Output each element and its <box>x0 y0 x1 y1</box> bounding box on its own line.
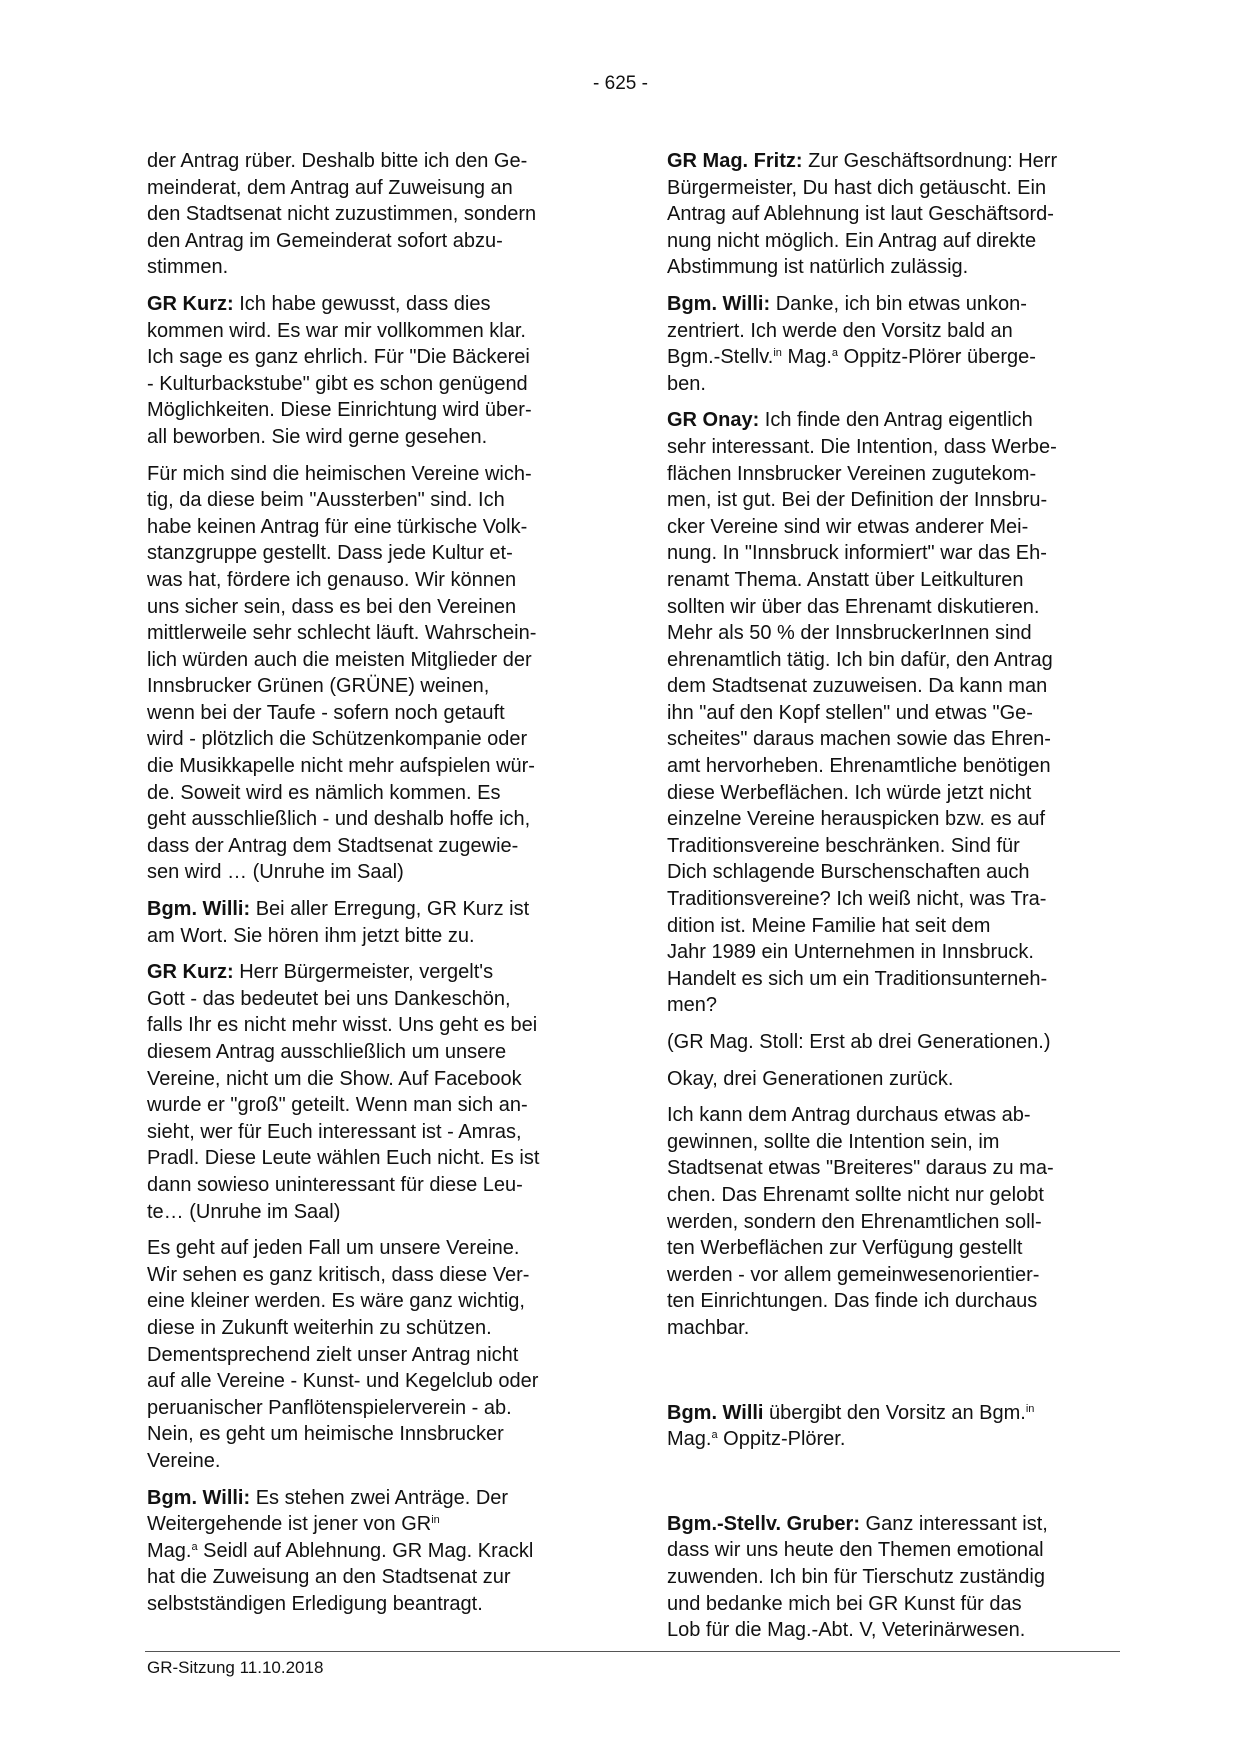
paragraph: Ich kann dem Antrag durchaus etwas ab- gewinnen, sollte die Intention sein, im Stadtsenat etwas "Breiteres" daraus zu ma- chen. Das Ehrenamt sollte nicht nur gelobt werden, sondern den Ehrenamtlichen soll- ten Werbeflächen zur Verfügung gestellt werden - vor allem gemeinwesenorientier- ten Einrichtungen. Das finde ich durchaus machbar. <box>667 1104 1054 1339</box>
paragraph: der Antrag rüber. Deshalb bitte ich den Ge- meinderat, dem Antrag auf Zuweisung an den Stadtsenat nicht zuzustimmen, sondern den Antrag im Gemeinderat sofort abzu- stimmen. <box>147 150 537 279</box>
speech-text: Ganz interessant ist, dass wir uns heute den Themen emotional zuwenden. Ich bin für Tierschutz zuständig und bedanke mich bei GR Kunst für das Lob für die Mag.-Abt. V, Veterinärwesen. <box>667 1512 1048 1642</box>
chair-handover-note <box>667 1400 1122 1453</box>
page-number: - 625 - <box>593 73 648 94</box>
speech-text: Zur Geschäftsordnung: Herr Bürgermeister, Du hast dich getäuscht. Ein Antrag auf Ablehnung ist laut Geschäftsord- nung nicht möglich. Ein Antrag auf direkte Abstimmung ist natürlich zulässig. <box>667 150 1058 279</box>
speaker-name: GR Kurz: <box>147 292 234 315</box>
footer-session-date: GR-Sitzung 11.10.2018 <box>147 1658 324 1677</box>
paragraph <box>667 1511 1122 1644</box>
speech-text: Ich habe gewusst, dass dies kommen wird. Es war mir vollkommen klar. Ich sage es ganz ehrlich. Für "Die Bäckerei - Kulturbackstube" gibt es schon genügend Möglichkeiten. Diese Einrichtung wird über- all beworben. Sie wird gerne gesehen. <box>147 292 532 448</box>
speaker-name: Bgm. Willi: <box>147 1486 251 1509</box>
speech-text: Herr Bürgermeister, vergelt's Gott - das bedeutet bei uns Dankeschön, falls Ihr es nicht mehr wisst. Uns geht es bei diesem Antrag ausschließlich um unsere Vereine, nicht um die Show. Auf Facebook wurde er "groß" geteilt. Wenn man sich an- sieht, wer für Euch interessant ist - Amras, Pradl. Diese Leute wählen Euch nicht. Es ist dann sowieso uninteressant für diese Leu- te… (Unruhe im Saal) <box>147 961 540 1223</box>
paragraph: Okay, drei Generationen zurück. <box>667 1067 954 1090</box>
speech-text: Mag. <box>781 346 832 369</box>
speech-text: übergibt den Vorsitz an Bgm. <box>763 1401 1026 1424</box>
speaker-name: GR Kurz: <box>147 961 234 984</box>
paragraph <box>147 291 602 451</box>
speech-text: Bei aller Erregung, GR Kurz ist am Wort. Sie hören ihm jetzt bitte zu. <box>147 898 530 947</box>
paragraph <box>147 1485 602 1618</box>
speaker-name: GR Mag. Fritz: <box>667 150 803 172</box>
paragraph: Für mich sind die heimischen Vereine wich- tig, da diese beim "Aussterben" sind. Ich habe keinen Antrag für eine türkische Volk- stanzgruppe gestellt. Dass jede Kultur et- was hat, fördere ich genauso. Wir können uns sicher sein, dass es bei den Vereinen mittlerweile sehr schlecht läuft. Wahrschein- lich würden auch die meisten Mitglieder der Innsbrucker Grünen (GRÜNE) weinen, wenn bei der Taufe - sofern noch getauft wird - plötzlich die Schützenkompanie oder die Musikkapelle nicht mehr aufspielen wür- de. Soweit wird es nämlich kommen. Es geht ausschließlich - und deshalb hoffe ich, dass der Antrag dem Stadtsenat zugewie- sen wird … (Unruhe im Saal) <box>147 462 537 884</box>
paragraph <box>147 896 602 949</box>
superscript: in <box>1025 1402 1035 1415</box>
paragraph <box>667 148 1122 281</box>
speaker-name: Bgm. Willi: <box>667 292 771 315</box>
superscript: a <box>831 347 839 360</box>
superscript: a <box>711 1429 718 1442</box>
paragraph <box>667 291 1122 397</box>
paragraph: Es geht auf jeden Fall um unsere Vereine. Wir sehen es ganz kritisch, dass diese Ver- eine kleiner werden. Es wäre ganz wichtig, diese in Zukunft weiterhin zu schützen. Dementsprechend zielt unser Antrag nicht auf alle Vereine - Kunst- und Kegelclub oder peruanischer Panflötenspielerverein - ab. Nein, es geht um heimische Innsbrucker Vereine. <box>147 1237 539 1472</box>
speaker-name: Bgm.-Stellv. Gruber: <box>667 1512 860 1535</box>
speech-text: Mag. <box>667 1428 712 1451</box>
speaker-name: Bgm. Willi <box>667 1401 764 1424</box>
right-column <box>667 148 1122 1654</box>
speech-text: Ich finde den Antrag eigentlich sehr interessant. Die Intention, dass Werbe- flächen Innsbrucker Vereinen zugutekom- men, ist gut. Bei der Definition der Innsbru- cker Vereine sind wir etwas anderer Mei- nung. In "Innsbruck informiert" war das Eh- renamt Thema. Anstatt über Leitkulturen sollten wir über das Ehrenamt diskutieren. Mehr als 50 % der InnsbruckerInnen sind ehrenamtlich tätig. Ich bin dafür, den Antrag dem Stadtsenat zuzuweisen. Da kann man ihn "auf den Kopf stellen" und etwas "Ge- scheites" daraus machen sowie das Ehren- amt hervorheben. Ehrenamtliche benötigen diese Werbeflächen. Ich würde jetzt nicht einzelne Vereine herauspicken bzw. es auf Traditionsvereine beschränken. Sind für Dich schlagende Burschenschaften auch Traditionsvereine? Ich weiß nicht, was Tra- dition ist. Meine Familie hat seit dem Jahr 1989 ein Unternehmen in Innsbruck. Handelt es sich um ein Traditionsunterneh- men? <box>667 409 1057 1017</box>
interjection: (GR Mag. Stoll: Erst ab drei Generationen.) <box>667 1031 1051 1053</box>
speaker-name: GR Onay: <box>667 409 760 432</box>
superscript: in <box>773 347 782 360</box>
speech-text: Oppitz-Plörer. <box>717 1428 846 1451</box>
speech-text: Danke, ich bin etwas unkon- zentriert. Ich werde den Vorsitz bald an Bgm.-Stellv. <box>667 292 1027 369</box>
paragraph <box>667 407 1122 1019</box>
speech-text: Seidl auf Ablehnung. GR Mag. Krackl hat die Zuweisung an den Stadtsenat zur selbstständigen Erledigung beantragt. <box>147 1539 534 1615</box>
speech-text: Oppitz-Plörer überge- ben. <box>667 346 1036 395</box>
speech-text: Mag. <box>147 1539 192 1562</box>
paragraph <box>147 959 602 1225</box>
footer-divider <box>145 1651 1120 1652</box>
speech-text: Es stehen zwei Anträge. Der Weitergehende ist jener von GR <box>147 1486 509 1536</box>
superscript: in <box>431 1514 440 1527</box>
left-column <box>147 148 602 1627</box>
superscript: a <box>191 1540 198 1553</box>
speaker-name: Bgm. Willi: <box>147 898 251 921</box>
